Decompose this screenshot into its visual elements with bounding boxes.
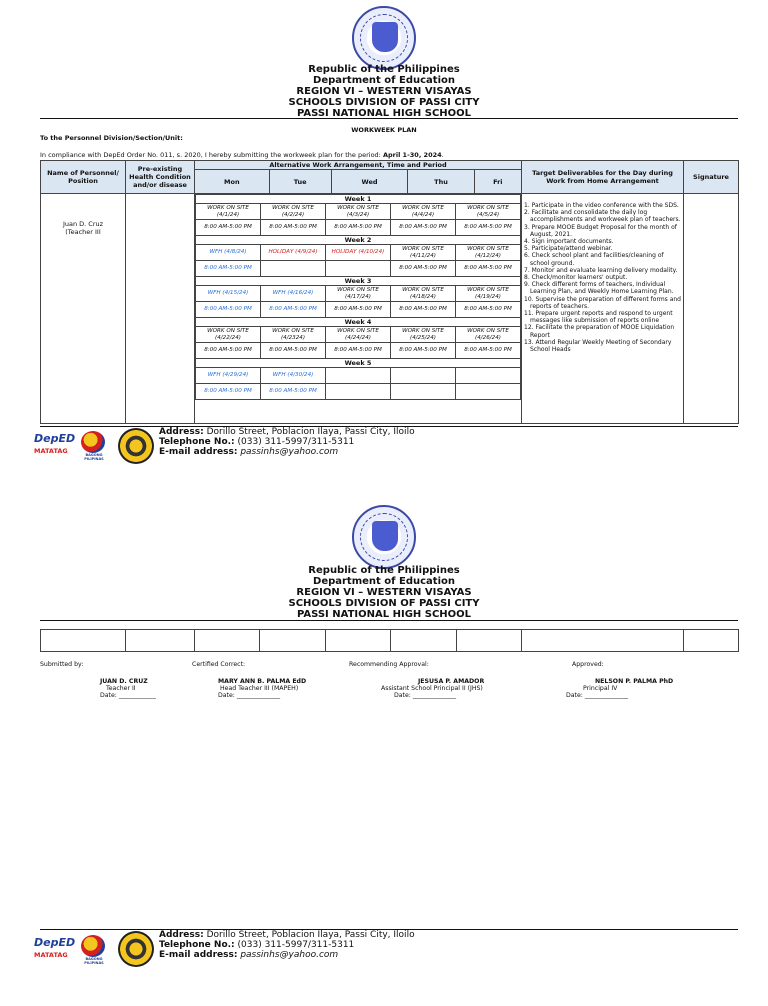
submitted-date: Date: ____________ [100,692,156,699]
week-label: Week 1 [196,195,521,204]
email-label-2: E-mail address: [159,950,238,960]
schedule-time-cell: 8:00 AM-5:00 PM [196,261,261,277]
deliverable-item: 5. Participate/attend webinar. [524,245,613,253]
school-seal-2 [118,931,154,967]
schedule-time-cell: 8:00 AM-5:00 PM [391,302,456,318]
schedule-status-cell: WFH (4/8/24) [196,245,261,261]
phone-value-2: (033) 311-5997/311-5311 [237,940,355,950]
page-header-2 [0,565,768,620]
approved-position: Principal IV [583,685,618,692]
header-line2: Department of Education [313,75,455,86]
schedule-time-cell: 8:00 AM-5:00 PM [456,261,521,277]
certified-block [218,678,306,699]
bagong-pilipinas-logo [79,431,109,461]
footer-contact-2 [159,930,415,960]
week-label: Week 2 [196,236,521,245]
certified-label: Certified Correct: [192,661,246,668]
header-line1: Republic of the Philippines [308,64,460,75]
approved-block [566,678,673,699]
schedule-time-cell [326,261,391,277]
header-line5: PASSI NATIONAL HIGH SCHOOL [296,108,472,119]
personnel-cell [41,194,126,424]
deped-seal-2 [352,505,416,569]
col-fri: Fri [474,170,521,194]
compliance-text: In compliance with DepEd Order No. 011, s. 2020, I hereby submitting the workweek plan for the period: [40,151,383,159]
week-label: Week 3 [196,277,521,286]
schedule-time-cell: 8:00 AM-5:00 PM [196,343,261,359]
signature-cell [684,194,739,424]
logo2-deped-text: DepED [34,936,76,949]
recommending-label: Recommending Approval: [349,661,429,668]
address-label-2: Address: [159,930,204,940]
school-seal [118,428,154,464]
schedule-time-cell: 8:00 AM-5:00 PM [391,343,456,359]
header2-line5: PASSI NATIONAL HIGH SCHOOL [296,609,472,620]
address-label: Address: [159,427,204,437]
header2-line3: REGION VI – WESTERN VISAYAS [296,587,472,598]
schedule-grid [195,194,521,400]
schedule-status-cell: WORK ON SITE (4/2324) [261,327,326,343]
deliverable-item: 1. Participate in the video conference with the SDS. [524,202,679,209]
col-tue: Tue [269,170,331,194]
phone-label: Telephone No.: [159,437,235,447]
personnel-name: Juan D. Cruz [62,220,104,228]
health-cell [126,194,195,424]
deliverable-item: 8. Check/monitor learners' output. [524,274,628,282]
submitted-block [100,678,156,699]
email-label: E-mail address: [159,447,238,457]
schedule-status-cell: WFH (4/15/24) [196,286,261,302]
schedule-status-cell: HOLIDAY (4/10/24) [326,245,391,261]
schedule-status-cell: WORK ON SITE (4/22/24) [196,327,261,343]
phone-value: (033) 311-5997/311-5311 [237,437,355,447]
compliance-line: In compliance with DepEd Order No. 011, s. 2020, I hereby submitting the workweek plan for the period: April 1-30, 2024. [40,151,444,159]
logo-matatag-text: MATATAG [34,447,68,455]
to-line: To the Personnel Division/Section/Unit: [40,134,183,142]
bagong-pilipinas-logo-2 [79,935,109,965]
continuation-table [40,629,739,652]
header2-line1: Republic of the Philippines [308,565,460,576]
deliverable-item: 6. Check school plant and facilities/cleaning of school ground. [524,252,664,267]
certified-position: Head Teacher III (MAPEH) [220,685,299,692]
submitted-name: JUAN D. CRUZ [100,678,148,685]
schedule-status-cell: WORK ON SITE (4/19/24) [456,286,521,302]
col-signature: Signature [684,161,739,194]
schedule-status-cell: WORK ON SITE (4/1/24) [196,204,261,220]
deped-seal [352,6,416,70]
workweek-table [40,160,739,424]
week-label: Week 4 [196,318,521,327]
schedule-time-cell: 8:00 AM-5:00 PM [261,302,326,318]
col-health: Pre-existing Health Condition and/or disease [126,161,195,194]
deliverable-item: 13. Attend Regular Weekly Meeting of Secondary School Heads [524,338,672,354]
schedule-status-cell: WORK ON SITE (4/3/24) [326,204,391,220]
schedule-time-cell [456,384,521,400]
period-value: April 1-30, 2024 [382,151,442,159]
personnel-position: (Teacher III [65,228,101,236]
schedule-status-cell: WORK ON SITE (4/18/24) [391,286,456,302]
recommending-date: Date: ______________ [394,692,457,699]
deliverables-cell [522,194,684,424]
schedule-status-cell: WORK ON SITE (4/4/24) [391,204,456,220]
schedule-time-cell: 8:00 AM-5:00 PM [456,220,521,236]
schedule-time-cell: 8:00 AM-5:00 PM [456,302,521,318]
approved-label: Approved: [572,661,604,668]
logo2-bp-text: BAGONG PILIPINAS [84,957,104,965]
week-label: Week 5 [196,359,521,368]
deped-matatag-logo [34,432,74,455]
header-rule [40,118,738,119]
schedule-status-cell: WORK ON SITE (4/25/24) [391,327,456,343]
footer-contact [159,427,415,457]
schedule-status-cell: WORK ON SITE (4/24/24) [326,327,391,343]
deliverable-item: 2. Facilitate and consolidate the daily log accomplishments and workweek plan of teachers. [524,209,681,224]
schedule-time-cell: 8:00 AM-5:00 PM [326,220,391,236]
schedule-time-cell [261,261,326,277]
schedule-time-cell: 8:00 AM-5:00 PM [326,302,391,318]
logo2-matatag-text: MATATAG [34,951,68,959]
plan-title: WORKWEEK PLAN [351,126,417,134]
deped-matatag-logo-2 [34,936,74,959]
deliverable-item: 12. Facilitate the preparation of MOOE Liquidation Report [524,324,675,339]
submitted-position: Teacher II [106,685,136,692]
header2-line2: Department of Education [313,576,455,587]
deliverable-item: 10. Supervise the preparation of different forms and reports of teachers. [524,295,681,310]
schedule-time-cell [391,384,456,400]
schedule-status-cell: WORK ON SITE (4/11/24) [391,245,456,261]
schedule-status-cell [456,368,521,384]
approved-date: Date: ______________ [566,692,629,699]
schedule-time-cell: 8:00 AM-5:00 PM [326,343,391,359]
deliverables-list [522,202,683,353]
recommending-name: JESUSA P. AMADOR [418,678,485,685]
schedule-status-cell [391,368,456,384]
schedule-status-cell: WORK ON SITE (4/12/24) [456,245,521,261]
email-value-2: passinhs@yahoo.com [240,950,339,960]
address-value-2: Dorillo Street, Poblacion Ilaya, Passi City, Iloilo [206,930,415,940]
email-value: passinhs@yahoo.com [240,447,339,457]
schedule-time-cell: 8:00 AM-5:00 PM [196,384,261,400]
deliverable-item: 9. Check different forms of teachers, Individual Learning Plan, and Weekly Home Learning Plan. [524,281,674,296]
header-line4: SCHOOLS DIVISION OF PASSI CITY [288,97,480,108]
col-thu: Thu [408,170,474,194]
deliverable-item: 11. Prepare urgent reports and respond to urgent messages like submission of reports online [524,310,673,325]
schedule-time-cell: 8:00 AM-5:00 PM [196,302,261,318]
schedule-status-cell: WFH (4/16/24) [261,286,326,302]
header-line3: REGION VI – WESTERN VISAYAS [296,86,472,97]
col-name: Name of Personnel/ Position [41,161,126,194]
recommending-block [381,678,484,699]
col-mon: Mon [195,170,270,194]
recommending-position: Assistant School Principal II (JHS) [381,685,483,692]
schedule-time-cell: 8:00 AM-5:00 PM [391,261,456,277]
schedule-time-cell: 8:00 AM-5:00 PM [261,384,326,400]
schedule-status-cell: WORK ON SITE (4/2/24) [261,204,326,220]
schedule-status-cell: HOLIDAY (4/9/24) [261,245,326,261]
address-value: Dorillo Street, Poblacion Ilaya, Passi City, Iloilo [206,427,415,437]
schedule-status-cell: WFH (4/30/24) [261,368,326,384]
schedule-time-cell: 8:00 AM-5:00 PM [261,220,326,236]
schedule-status-cell: WORK ON SITE (4/5/24) [456,204,521,220]
schedule-time-cell: 8:00 AM-5:00 PM [196,220,261,236]
schedule-time-cell: 8:00 AM-5:00 PM [391,220,456,236]
schedule-cell [195,194,522,424]
schedule-status-cell: WORK ON SITE (4/26/24) [456,327,521,343]
logo-bp-text: BAGONG PILIPINAS [84,453,104,461]
schedule-status-cell: WFH (4/29/24) [196,368,261,384]
col-awa: Alternative Work Arrangement, Time and Period [195,161,522,170]
header2-line4: SCHOOLS DIVISION OF PASSI CITY [288,598,480,609]
deliverable-item: 7. Monitor and evaluate learning delivery modality. [524,266,678,274]
col-wed: Wed [331,170,408,194]
page-header [0,64,768,119]
deliverable-item: 4. Sign important documents. [524,238,614,246]
approved-name: NELSON P. PALMA PhD [595,678,674,685]
certified-name: MARY ANN B. PALMA EdD [218,678,307,685]
schedule-status-cell: WORK ON SITE (4/17/24) [326,286,391,302]
submitted-label: Submitted by: [40,661,84,668]
deliverable-item: 3. Prepare MOOE Budget Proposal for the month of August, 2021. [524,223,677,238]
col-deliverables: Target Deliverables for the Day during Work from Home Arrangement [522,161,684,194]
header-rule-2 [40,620,738,621]
logo-deped-text: DepED [34,432,76,445]
schedule-time-cell [326,384,391,400]
certified-date: Date: ______________ [218,692,281,699]
schedule-time-cell: 8:00 AM-5:00 PM [456,343,521,359]
schedule-time-cell: 8:00 AM-5:00 PM [261,343,326,359]
schedule-status-cell [326,368,391,384]
phone-label-2: Telephone No.: [159,940,235,950]
